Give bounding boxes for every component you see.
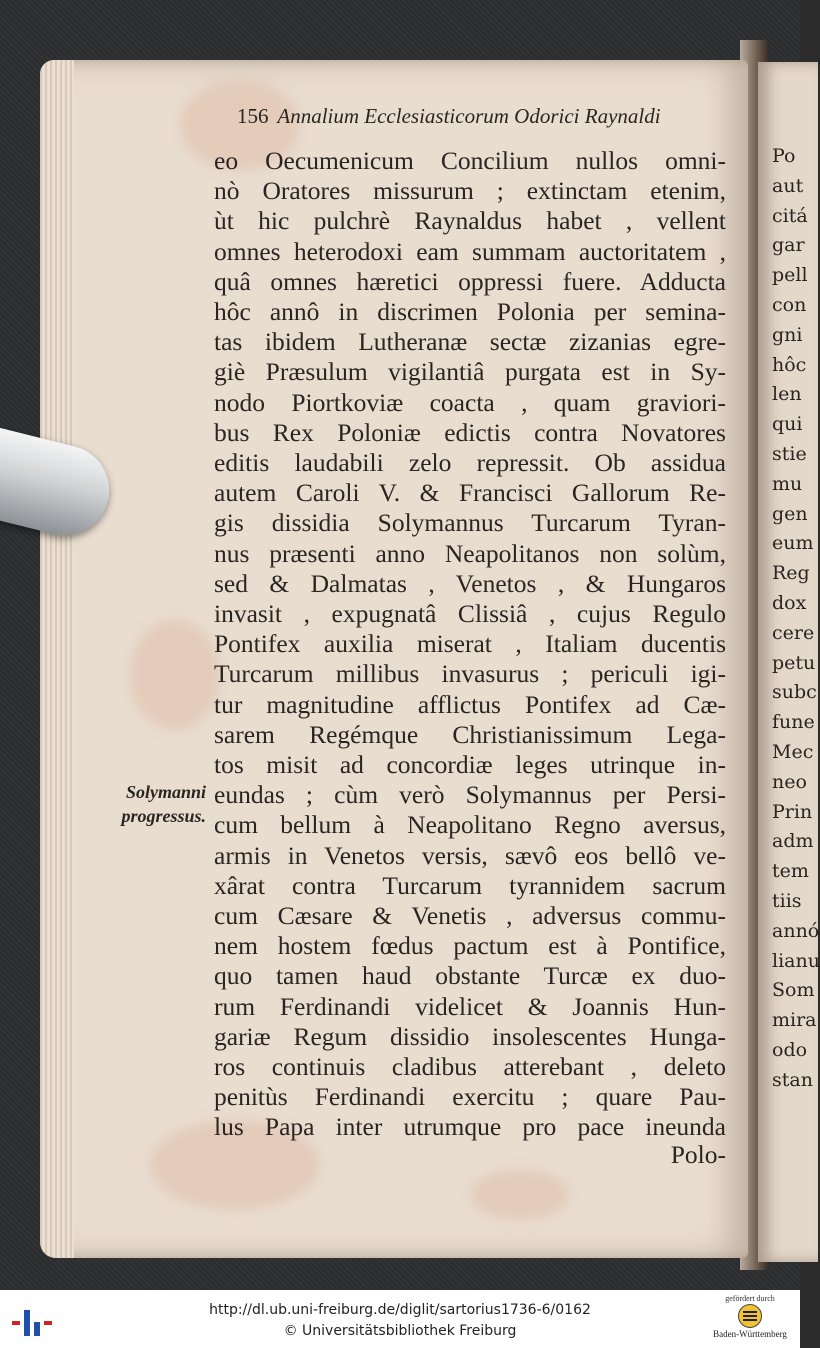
text-line: nem hostem fœdus pactum est à Pontifice,	[214, 931, 726, 961]
text-line: nò Oratores missurum ; extinctam etenim,	[214, 176, 726, 206]
text-line: gariæ Regum dissidio insolescentes Hunga-	[214, 1021, 726, 1051]
text-line: penitùs Ferdinandi exercitu ; quare Pau-	[214, 1082, 726, 1112]
text-line: Turcarum millibus invasurus ; periculi igi-	[214, 659, 726, 689]
margin-note-line-2: progressus.	[121, 806, 206, 826]
state-crest-icon	[738, 1304, 762, 1328]
text-line: ros continuis cladibus atterebant , deleto	[214, 1052, 726, 1081]
text-line: quâ omnes hæretici oppressi fuere. Adducta	[214, 266, 726, 296]
facing-page-fragment: mu	[772, 472, 803, 495]
running-header	[237, 104, 721, 129]
facing-page-fragment: dox	[772, 592, 807, 614]
text-line: tur magnitudine afflictus Pontifex ad Cæ-	[214, 689, 726, 719]
text-line: hôc annô in discrimen Polonia per semina-	[214, 297, 726, 326]
running-title: Annalium Ecclesiasticorum Odorici Raynaldi	[277, 104, 661, 128]
text-line: eo Oecumenicum Concilium nullos omni-	[214, 146, 726, 175]
facing-page-fragment: tiis	[772, 890, 802, 912]
text-line: cum bellum à Neapolitano Regno aversus,	[214, 810, 726, 840]
facing-page-fragment: len	[772, 383, 802, 406]
text-line: ùt hic pulchrè Raynaldus habet , vellent	[214, 206, 726, 236]
facing-page-fragment: mira	[772, 1009, 817, 1032]
sponsor-label: gefördert durch	[725, 1294, 775, 1303]
text-line: quo tamen haud obstante Turcæ ex duo-	[214, 961, 726, 991]
catchword: Polo-	[670, 1140, 726, 1169]
text-line: sed & Dalmatas , Venetos , & Hungaros	[214, 568, 726, 598]
page-number: 156	[237, 104, 269, 128]
text-line: invasit , expugnatâ Clissiâ , cujus Regulo	[214, 599, 726, 628]
facing-page-fragment: subc	[772, 681, 817, 704]
facing-page-fragment: con	[772, 294, 807, 316]
sponsor-name: Baden-Württemberg	[713, 1329, 787, 1339]
facing-page-fragment: neo	[772, 770, 807, 793]
text-line: bus Rex Poloniæ edictis contra Novatores	[214, 417, 726, 447]
margin-note-line-1: Solymanni	[125, 782, 206, 802]
text-line: Pontifex auxilia miserat , Italiam ducentis	[214, 629, 726, 659]
facing-page-fragment: aut	[772, 174, 804, 197]
facing-page-fragment: Mec	[772, 741, 814, 763]
text-line: sarem Regémque Christianissimum Lega-	[214, 719, 726, 749]
text-line: autem Caroli V. & Francisci Gallorum Re-	[214, 478, 726, 508]
text-line: armis in Venetos versis, sævô eos bellô ve-	[214, 840, 726, 870]
text-line: giè Præsulum vigilantiâ purgata est in Sy-	[214, 357, 726, 387]
text-line: rum Ferdinandi videlicet & Joannis Hun-	[214, 991, 726, 1021]
facing-page-fragment: citá	[772, 204, 808, 227]
text-line: tas ibidem Lutheranæ sectæ zizanias egre-	[214, 327, 726, 357]
facing-page-fragment: adm	[772, 830, 814, 853]
text-line: cum Cæsare & Venetis , adversus commu-	[214, 901, 726, 930]
facing-page-fragment: Som	[772, 979, 815, 1002]
text-line: nodo Piortkoviæ coacta , quam graviori-	[214, 387, 726, 417]
facing-page-fragment: annó	[772, 919, 820, 942]
text-line: gis dissidia Solymannus Turcarum Tyran-	[214, 508, 726, 538]
facing-page-fragment: Po	[772, 145, 796, 167]
facing-page-fragment: stan	[772, 1068, 813, 1091]
facing-page-fragment: Prin	[772, 800, 813, 823]
facing-page-fragment: stie	[772, 443, 807, 465]
text-line: xârat contra Turcarum tyrannidem sacrum	[214, 870, 726, 900]
facing-page-fragment: petu	[772, 651, 816, 674]
text-line: tos misit ad concordiæ leges utrinque in-	[214, 750, 726, 779]
text-line: omnes heterodoxi eam summam auctoritatem ,	[214, 236, 726, 266]
facing-page-fragment: tem	[772, 860, 809, 883]
sponsor-badge	[710, 1294, 790, 1339]
text-line: nus præsenti anno Neapolitanos non solùm,	[214, 538, 726, 568]
facing-page-fragment: odo	[772, 1039, 808, 1061]
permalink-url[interactable]: http://dl.ub.uni-freiburg.de/diglit/sartorius1736-6/0162	[209, 1302, 591, 1318]
facing-page-fragment: fune	[772, 711, 815, 734]
text-line: editis laudabili zelo repressit. Ob assidua	[214, 448, 726, 477]
facing-page-fragment: hôc	[772, 353, 807, 376]
facing-page-fragment: gar	[772, 234, 805, 257]
copyright-notice: © Universitätsbibliothek Freiburg	[283, 1323, 517, 1339]
facing-page-fragment: cere	[772, 621, 815, 644]
facing-page-fragment: gen	[772, 502, 808, 525]
text-line: lus Papa inter utrumque pro pace ineunda	[214, 1112, 726, 1142]
viewer-footer	[0, 1290, 800, 1348]
facing-page-fragment: qui	[772, 413, 803, 436]
facing-page-fragment: pell	[772, 264, 808, 287]
facing-page-fragment: gni	[772, 323, 803, 346]
paper-stain	[130, 620, 220, 730]
paper-stain	[470, 1170, 570, 1220]
facing-page-fragment: Reg	[772, 562, 810, 585]
facing-page-fragment: lianu	[772, 949, 820, 972]
facing-page-fragment: eum	[772, 532, 814, 555]
text-line: eundas ; cùm verò Solymannus per Persi-	[214, 780, 726, 810]
